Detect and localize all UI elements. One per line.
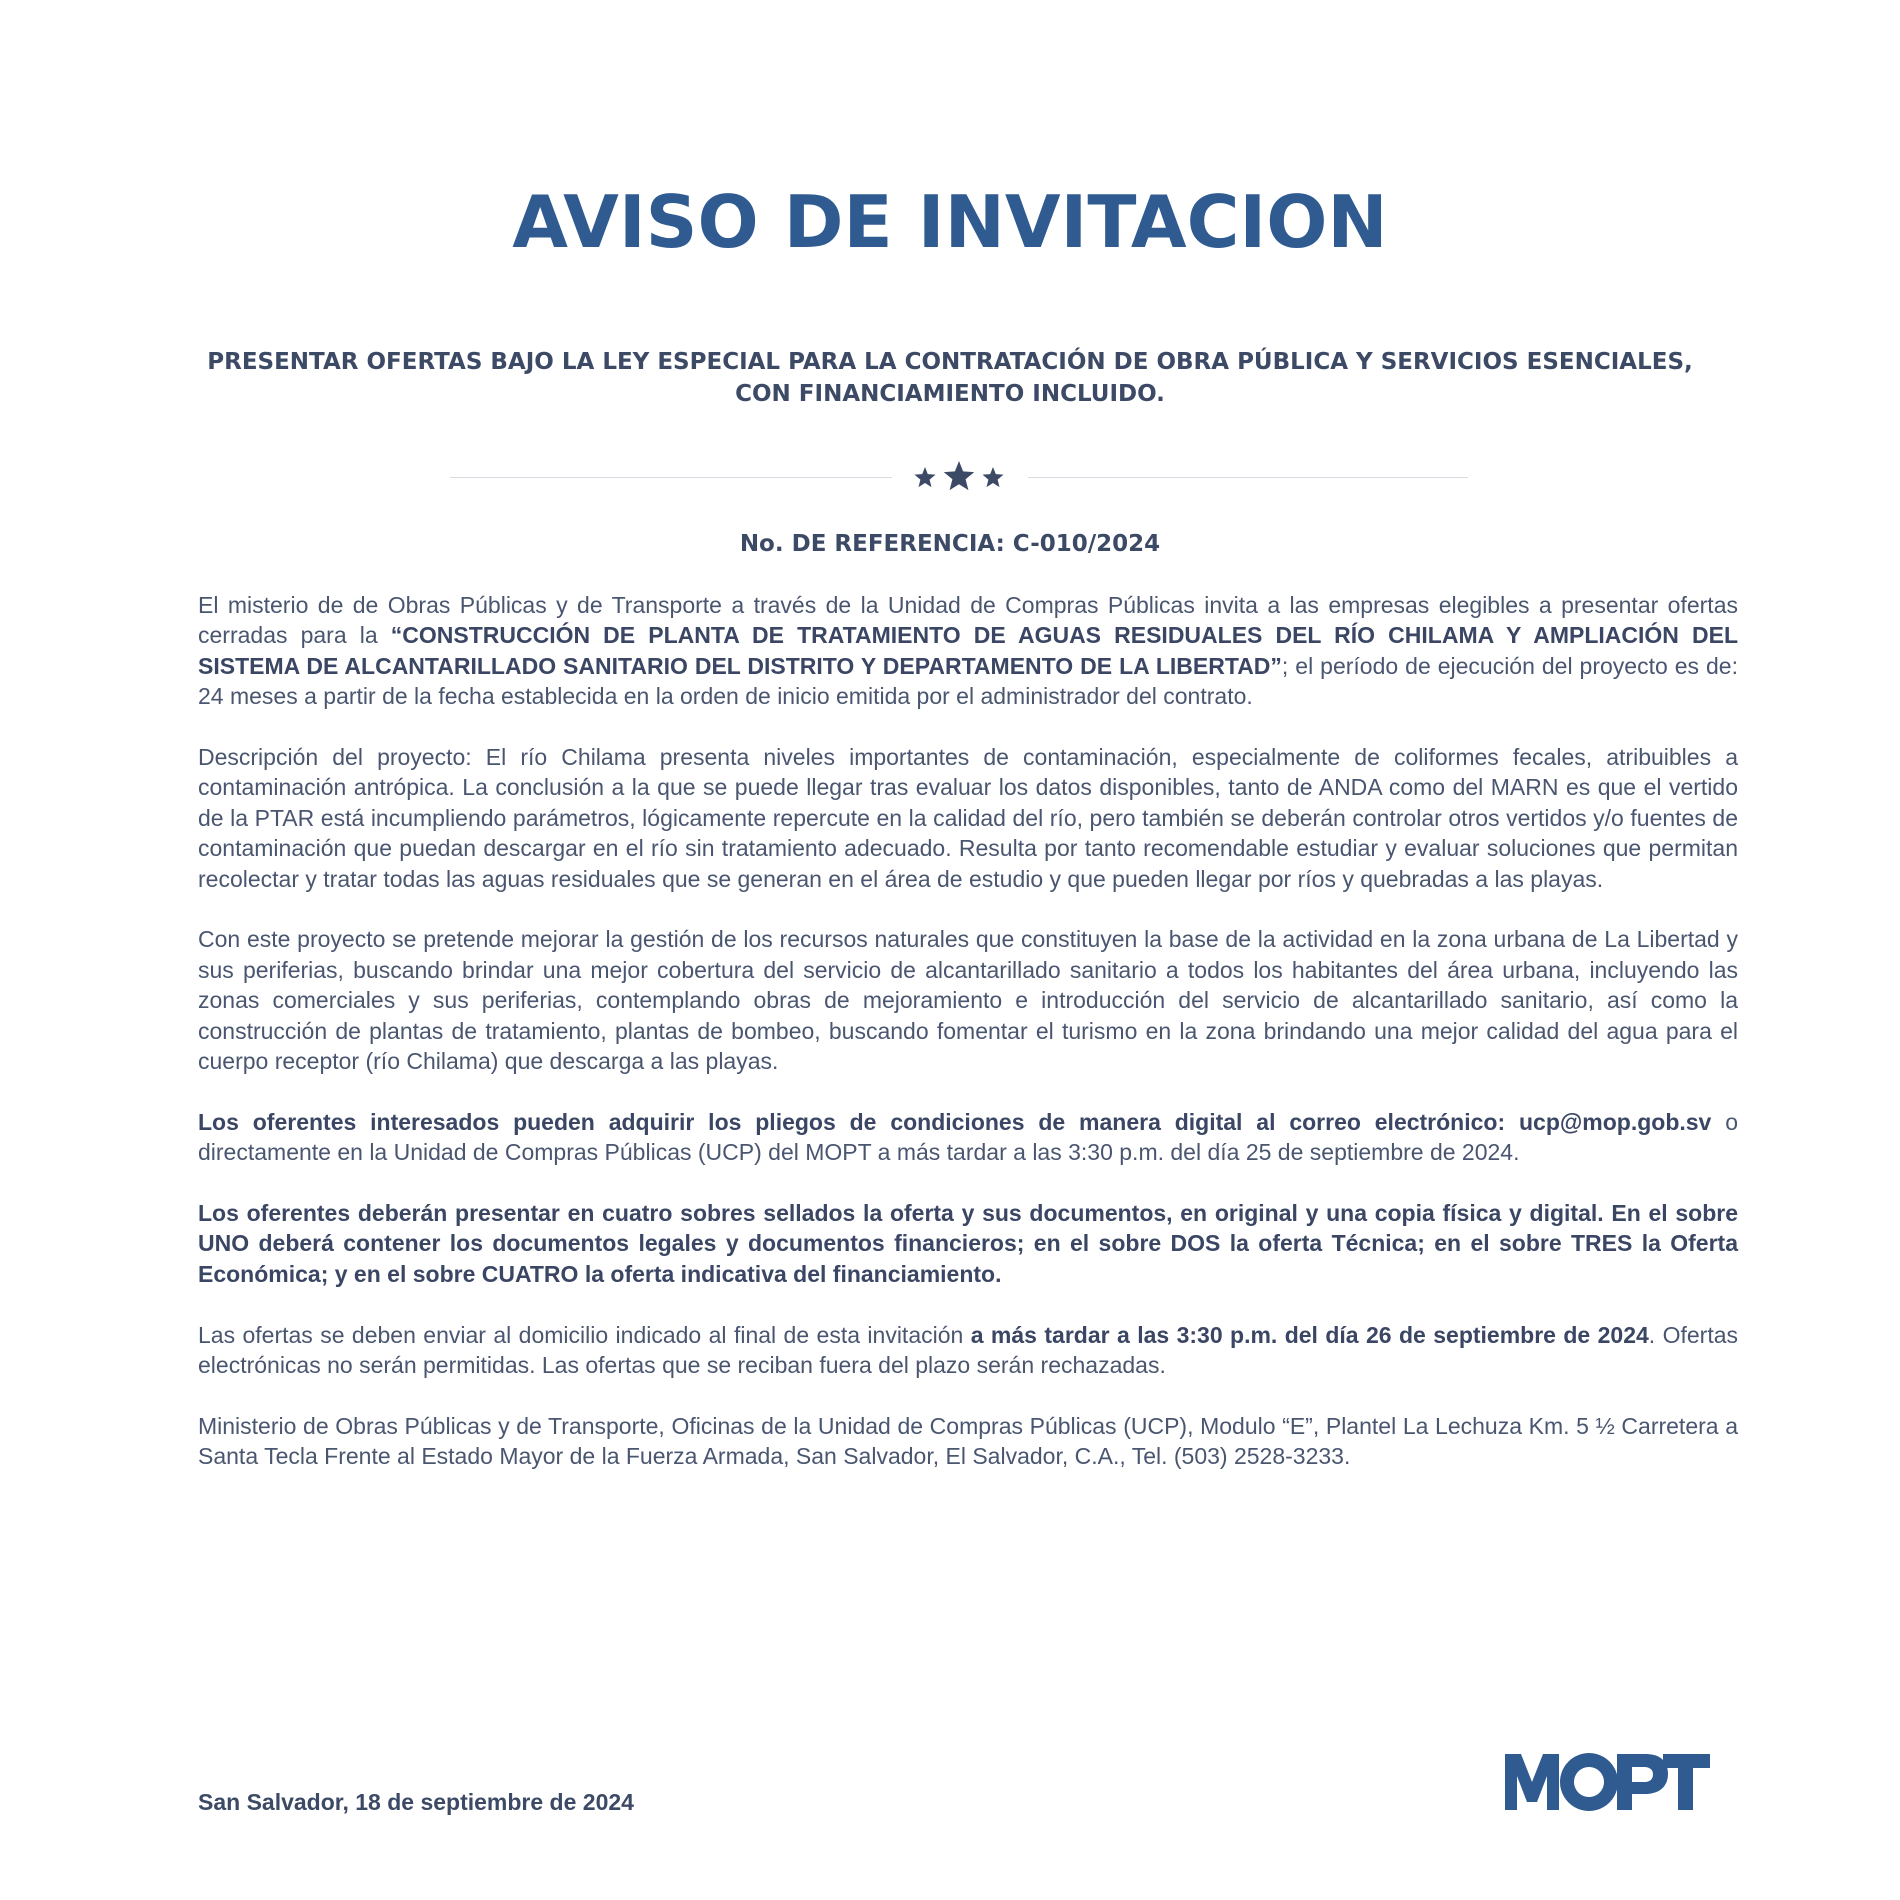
bidding-documents-deadline-text: o directamente en la Unidad de Compras Públicas (UCP) del MOPT a más tardar a las 3:30 p.m. del día 25 de septiembre de 2024. bbox=[198, 1108, 1739, 1166]
page-title: AVISO DE INVITACION bbox=[512, 180, 1388, 264]
subtitle-line-2: CON FINANCIAMIENTO INCLUIDO. bbox=[735, 381, 1165, 407]
envelopes-text: Los oferentes deberán presentar en cuatro sobres sellados la oferta y sus documentos, en original y una copia física y digital. En el sobre UNO deberá contener los documentos legales y documentos financieros; en el sobre DOS la oferta Técnica; en el sobre TRES la Oferta Económica; y en el sobre CUATRO la oferta indicativa del financiamiento. bbox=[198, 1200, 1738, 1287]
paragraph-address: Ministerio de Obras Públicas y de Transporte, Oficinas de la Unidad de Compras Públicas (UCP), Modulo “E”, Plantel La Lechuza Km. 5 ½ Carretera a Santa Tecla Frente al Estado Mayor de la Fuerza Armada, San Salvador, El Salvador, C.A., Tel. (503) 2528-3233. bbox=[198, 1412, 1738, 1470]
bidding-documents-email-text: Los oferentes interesados pueden adquirir los pliegos de condiciones de manera digital al correo electrónico: ucp@mop.gob.sv bbox=[198, 1108, 1712, 1135]
divider-line-left bbox=[450, 477, 892, 478]
paragraph-envelopes bbox=[198, 1198, 1738, 1289]
star-large-center-icon bbox=[944, 461, 974, 490]
submission-rules: . Ofertas electrónicas no serán permitidas. Las ofertas que se reciban fuera del plazo serán rechazadas. bbox=[198, 1321, 1739, 1379]
submission-intro: Las ofertas se deben enviar al domicilio indicado al final de esta invitación bbox=[198, 1321, 971, 1348]
paragraph-description: Descripción del proyecto: El río Chilama presenta niveles importantes de contaminación, especialmente de coliformes fecales, atribuibles a contaminación antrópica. La conclusión a la que se puede llegar tras evaluar los datos disponibles, tanto de ANDA como del MARN es que el vertido de la PTAR está incumpliendo parámetros, lógicamente repercute en la calidad del río, pero también se deberán controlar otros vertidos y/o fuentes de contaminación que puedan descargar en el río sin tratamiento adecuado. Resulta por tanto recomendable estudiar y evaluar soluciones que permitan recolectar y tratar todas las aguas residuales que se generan en el área de estudio y que pueden llegar por ríos y quebradas a las playas. bbox=[198, 744, 1738, 892]
paragraph-invitation bbox=[198, 590, 1738, 712]
star-small-right-icon bbox=[983, 467, 1004, 487]
paragraph-invitation-intro: El misterio de de Obras Públicas y de Transporte a través de la Unidad de Compras Públicas invita a las empresas elegibles a presentar ofertas cerradas para la bbox=[198, 592, 1738, 649]
subtitle bbox=[200, 346, 1700, 410]
project-name: “CONSTRUCCIÓN DE PLANTA DE TRATAMIENTO DE AGUAS RESIDUALES DEL RÍO CHILAMA Y AMPLIACIÓN DEL SISTEMA DE ALCANTARILLADO SANITARIO DEL DISTRITO Y DEPARTAMENTO DE LA LIBERTAD” bbox=[198, 622, 1738, 679]
paragraph-bidding-documents bbox=[198, 1107, 1738, 1168]
paragraph-invitation-period: ; el período de ejecución del proyecto es de: 24 meses a partir de la fecha establecida en la orden de inicio emitida por el administrador del contrato. bbox=[198, 652, 1738, 710]
divider bbox=[450, 460, 1468, 494]
divider-line-right bbox=[1028, 477, 1468, 478]
reference-number: No. DE REFERENCIA: C-010/2024 bbox=[739, 531, 1161, 557]
three-stars-icon bbox=[905, 460, 1013, 494]
subtitle-line-1: PRESENTAR OFERTAS BAJO LA LEY ESPECIAL PARA LA CONTRATACIÓN DE OBRA PÚBLICA Y SERVICIOS ESENCIALES, bbox=[207, 349, 1693, 375]
paragraph-submission bbox=[198, 1320, 1738, 1381]
submission-deadline: a más tardar a las 3:30 p.m. del día 26 de septiembre de 2024 bbox=[970, 1321, 1649, 1348]
body-text bbox=[198, 590, 1738, 1502]
star-small-left-icon bbox=[915, 467, 936, 487]
issue-date: San Salvador, 18 de septiembre de 2024 bbox=[198, 1789, 634, 1815]
paragraph-objective: Con este proyecto se pretende mejorar la gestión de los recursos naturales que constituyen la base de la actividad en la zona urbana de La Libertad y sus periferias, buscando brindar una mejor cobertura del servicio de alcantarillado sanitario a todos los habitantes del área urbana, incluyendo las zonas comerciales y sus periferias, contemplando obras de mejoramiento e introducción del servicio de alcantarillado sanitario, así como la construcción de plantas de tratamiento, plantas de bombeo, buscando fomentar el turismo en la zona brindando una mejor calidad del agua para el cuerpo receptor (río Chilama) que descarga a las playas. bbox=[198, 926, 1738, 1075]
mopt-logo bbox=[1505, 1752, 1710, 1812]
